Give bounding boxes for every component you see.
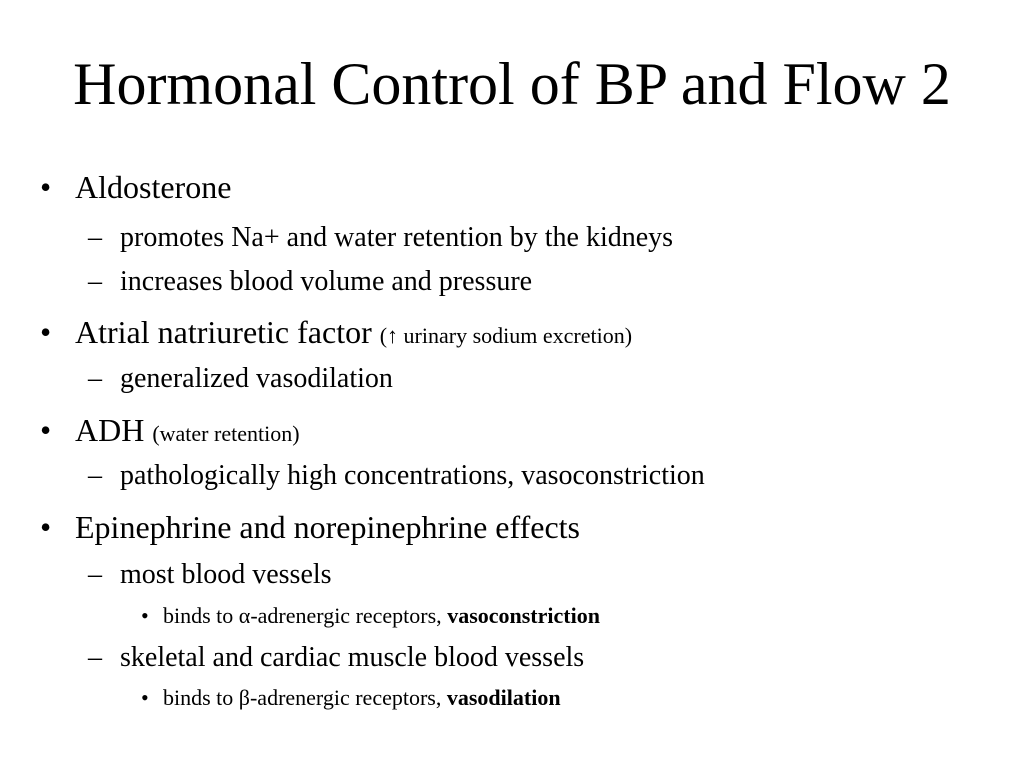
bullet-text: ADH: [75, 412, 145, 448]
bullet-text: Atrial natriuretic factor: [75, 314, 372, 350]
subsubbullet-text: binds to α-adrenergic receptors,: [163, 603, 442, 628]
dash-marker: –: [88, 363, 102, 394]
subbullet-vasoconstriction: [120, 459, 705, 493]
subsubbullet-alpha-receptors: [163, 602, 600, 630]
bullet-marker: •: [40, 509, 52, 545]
dash-marker: –: [88, 559, 102, 590]
subbullet-text: pathologically high concentrations, vasoconstriction: [120, 460, 705, 491]
emphasis-text: vasoconstriction: [447, 603, 600, 628]
bullet-aldosterone: [75, 168, 231, 206]
subbullet-na-retention: [120, 221, 673, 255]
subbullet-blood-volume: [120, 265, 532, 299]
dash-marker: –: [88, 266, 102, 297]
subbullet-text: most blood vessels: [120, 559, 332, 590]
slide-title: Hormonal Control of BP and Flow 2: [73, 51, 951, 117]
bullet-note: (↑ urinary sodium excretion): [379, 323, 633, 348]
bullet-text: Epinephrine and norepinephrine effects: [75, 509, 580, 545]
bullet-marker: •: [141, 685, 149, 710]
subbullet-text: increases blood volume and pressure: [120, 266, 533, 297]
subbullet-most-vessels: [120, 558, 332, 592]
subbullet-text: generalized vasodilation: [120, 363, 393, 394]
bullet-note: (water retention): [152, 421, 300, 446]
bullet-marker: •: [141, 603, 149, 628]
dash-marker: –: [88, 222, 102, 253]
bullet-marker: •: [40, 169, 52, 205]
subbullet-skeletal-cardiac: [120, 641, 584, 675]
subsubbullet-beta-receptors: [163, 684, 561, 712]
subbullet-text: promotes Na+ and water retention by the kidneys: [120, 222, 674, 253]
subsubbullet-text: binds to β-adrenergic receptors,: [163, 685, 442, 710]
subbullet-text: skeletal and cardiac muscle blood vessels: [120, 642, 585, 673]
dash-marker: –: [88, 460, 102, 491]
dash-marker: –: [88, 642, 102, 673]
subbullet-vasodilation: [120, 362, 393, 396]
bullet-epinephrine: [75, 508, 580, 546]
bullet-text: Aldosterone: [75, 169, 232, 205]
emphasis-text: vasodilation: [446, 685, 561, 710]
bullet-adh: [75, 411, 300, 453]
bullet-marker: •: [40, 412, 52, 448]
bullet-marker: •: [40, 314, 52, 350]
bullet-atrial-natriuretic-factor: [75, 313, 632, 355]
